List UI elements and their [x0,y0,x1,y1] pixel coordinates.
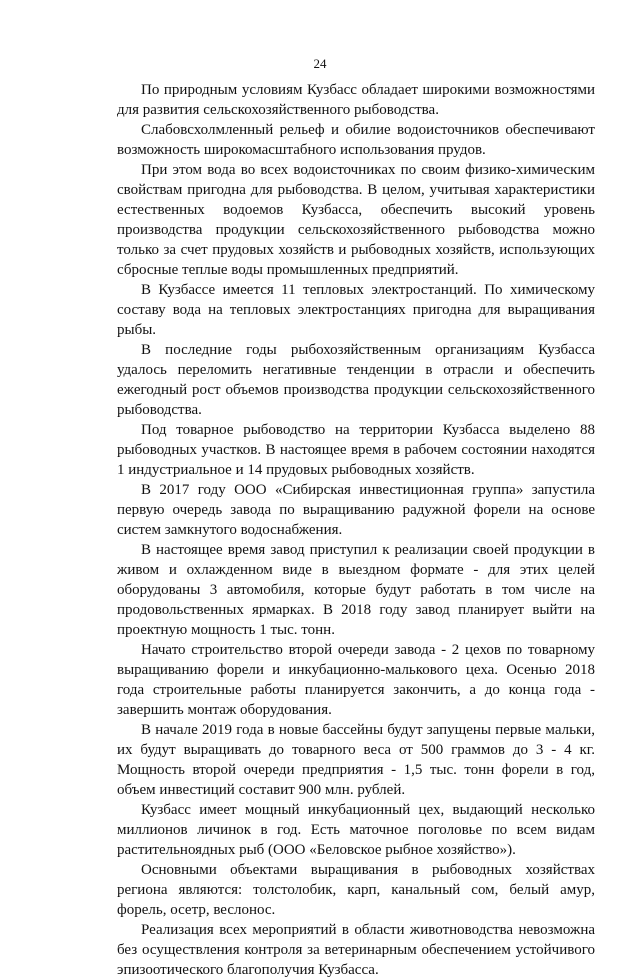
paragraph: При этом вода во всех водоисточниках по своим физико-химическим свойствам пригодна для рыбоводства. В целом, учитывая характеристики естественных водоемов Кузбасса, обеспечить высокий уровень производства продукции сельскохозяйственного рыбоводства можно только за счет прудовых хозяйств и рыбоводных хозяйств, использующих сбросные теплые воды промышленных предприятий. [117,162,595,278]
paragraph: В настоящее время завод приступил к реализации своей продукции в живом и охлажденном виде в выездном формате - для этих целей оборудованы 3 автомобиля, которые будут работать в том числе на продовольственных ярмарках. В 2018 году завод планирует выйти на проектную мощность 1 тыс. тонн. [117,542,595,638]
paragraph: В последние годы рыбохозяйственным организациям Кузбасса удалось переломить негативные тенденции в отрасли и обеспечить ежегодный рост объемов производства продукции сельскохозяйственного рыбоводства. [117,342,595,418]
page-number: 24 [313,56,327,71]
paragraph: Реализация всех мероприятий в области животноводства невозможна без осуществления контроля за ветеринарным обеспечением устойчивого эпизоотического благополучия Кузбасса. [117,922,595,978]
paragraph: В 2017 году ООО «Сибирская инвестиционная группа» запустила первую очередь завода по выращиванию радужной форели на основе систем замкнутого водоснабжения. [117,482,595,538]
paragraph: Под товарное рыбоводство на территории Кузбасса выделено 88 рыбоводных участков. В настоящее время в рабочем состоянии находятся 1 индустриальное и 14 прудовых рыбоводных хозяйств. [117,422,595,478]
paragraph: В Кузбассе имеется 11 тепловых электростанций. По химическому составу вода на тепловых электростанциях пригодна для выращивания рыбы. [117,282,595,338]
paragraph: Основными объектами выращивания в рыбоводных хозяйствах региона являются: толстолобик, карп, канальный сом, белый амур, форель, осетр, веслонос. [117,862,595,918]
paragraph: Начато строительство второй очереди завода - 2 цехов по товарному выращиванию форели и инкубационно-малькового цеха. Осенью 2018 года строительные работы планируется закончить, а до конца года - завершить монтаж оборудования. [117,642,595,718]
paragraph: По природным условиям Кузбасс обладает широкими возможностями для развития сельскохозяйственного рыбоводства. [117,82,595,118]
document-body [117,80,595,980]
paragraph: Кузбасс имеет мощный инкубационный цех, выдающий несколько миллионов личинок в год. Есть маточное поголовье по всем видам растительноядных рыб (ООО «Беловское рыбное хозяйство»). [117,802,595,858]
paragraph: В начале 2019 года в новые бассейны будут запущены первые мальки, их будут выращивать до товарного веса от 500 граммов до 3 - 4 кг. Мощность второй очереди предприятия - 1,5 тыс. тонн форели в год, объем инвестиций составит 900 млн. рублей. [117,722,595,798]
paragraph: Слабовсхолмленный рельеф и обилие водоисточников обеспечивают возможность широкомасштабного использования прудов. [117,122,595,158]
